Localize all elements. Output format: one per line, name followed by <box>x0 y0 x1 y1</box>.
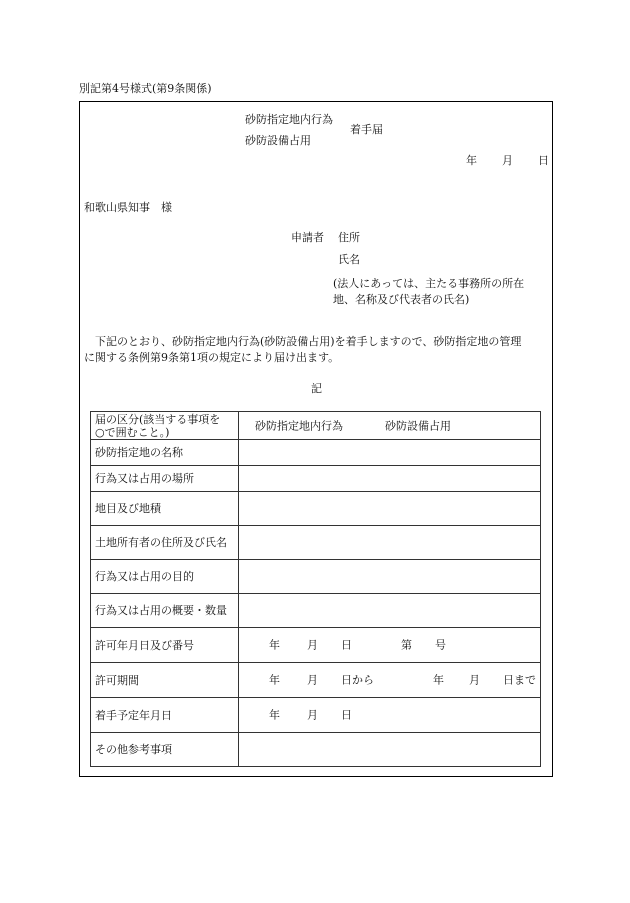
period-to-year-unit: 年 <box>433 673 444 687</box>
permit-day-unit: 日 <box>341 638 352 652</box>
start-year-unit: 年 <box>269 708 280 722</box>
row-value-landowner[interactable] <box>239 526 541 560</box>
row-value-location[interactable] <box>239 466 541 492</box>
table-row <box>91 412 541 440</box>
permit-number-suffix: 号 <box>435 638 446 652</box>
period-from-month-unit: 月 <box>307 673 318 687</box>
row-label-start-date: 着手予定年月日 <box>91 698 239 733</box>
permit-month-unit: 月 <box>307 638 318 652</box>
table-row <box>91 526 541 560</box>
applicant-address-label: 住所 <box>338 231 360 244</box>
table-row <box>91 440 541 466</box>
category-label-line-2: ○で囲むこと。) <box>95 425 170 439</box>
table-row <box>91 560 541 594</box>
body-text-line-1: 下記のとおり、砂防指定地内行為(砂防設備占用)を着手しますので、砂防指定地の管理 <box>95 335 522 348</box>
row-label-overview: 行為又は占用の概要・数量 <box>91 594 239 628</box>
row-value-remarks[interactable] <box>239 733 541 767</box>
permit-year-unit: 年 <box>269 638 280 652</box>
row-value-overview[interactable] <box>239 594 541 628</box>
row-label-remarks: その他参考事項 <box>91 733 239 767</box>
row-value-category[interactable] <box>239 412 541 440</box>
applicant-label: 申請者 <box>291 231 324 244</box>
row-label-permit-period: 許可期間 <box>91 663 239 698</box>
row-label-permit-date: 許可年月日及び番号 <box>91 628 239 663</box>
start-month-unit: 月 <box>307 708 318 722</box>
row-value-purpose[interactable] <box>239 560 541 594</box>
date-day: 日 <box>538 154 549 167</box>
applicant-note-line-2: 地、名称及び代表者の氏名) <box>333 293 470 306</box>
row-label-category <box>91 412 239 440</box>
table-row <box>91 628 541 663</box>
notification-table <box>90 411 541 767</box>
row-label-area-name: 砂防指定地の名称 <box>91 440 239 466</box>
table-row <box>91 466 541 492</box>
date-month: 月 <box>502 154 513 167</box>
table-row <box>91 733 541 767</box>
row-label-land-category: 地目及び地積 <box>91 492 239 526</box>
row-label-purpose: 行為又は占用の目的 <box>91 560 239 594</box>
row-value-permit-period[interactable] <box>239 663 541 698</box>
date-year: 年 <box>466 154 477 167</box>
row-value-start-date[interactable] <box>239 698 541 733</box>
category-label-line-1: 届の区分(該当する事項を <box>95 412 221 426</box>
row-value-permit-date[interactable] <box>239 628 541 663</box>
category-option-area-act[interactable]: 砂防指定地内行為 <box>255 419 343 432</box>
table-row <box>91 698 541 733</box>
ki-heading: 記 <box>311 382 322 395</box>
title-line-1: 砂防指定地内行為 <box>245 113 333 126</box>
title-line-2: 砂防設備占用 <box>245 134 311 147</box>
table-row <box>91 594 541 628</box>
permit-number-prefix: 第 <box>401 638 412 652</box>
row-label-landowner: 土地所有者の住所及び氏名 <box>91 526 239 560</box>
start-day-unit: 日 <box>341 708 352 722</box>
applicant-name-label: 氏名 <box>338 253 360 266</box>
table-row <box>91 492 541 526</box>
period-to-month-unit: 月 <box>469 673 480 687</box>
period-from-day-unit: 日から <box>341 673 374 687</box>
row-value-area-name[interactable] <box>239 440 541 466</box>
period-to-day-unit: 日まで <box>503 673 536 687</box>
applicant-note-line-1: (法人にあっては、主たる事務所の所在 <box>333 277 525 290</box>
table-row <box>91 663 541 698</box>
title-suffix: 着手届 <box>350 123 383 136</box>
body-text-line-2: に関する条例第9条第1項の規定により届け出ます。 <box>84 351 340 364</box>
addressee: 和歌山県知事 様 <box>84 201 172 214</box>
category-option-facility-use[interactable]: 砂防設備占用 <box>385 419 451 432</box>
period-from-year-unit: 年 <box>269 673 280 687</box>
form-reference: 別記第4号様式(第9条関係) <box>79 82 212 95</box>
row-value-land-category[interactable] <box>239 492 541 526</box>
row-label-location: 行為又は占用の場所 <box>91 466 239 492</box>
